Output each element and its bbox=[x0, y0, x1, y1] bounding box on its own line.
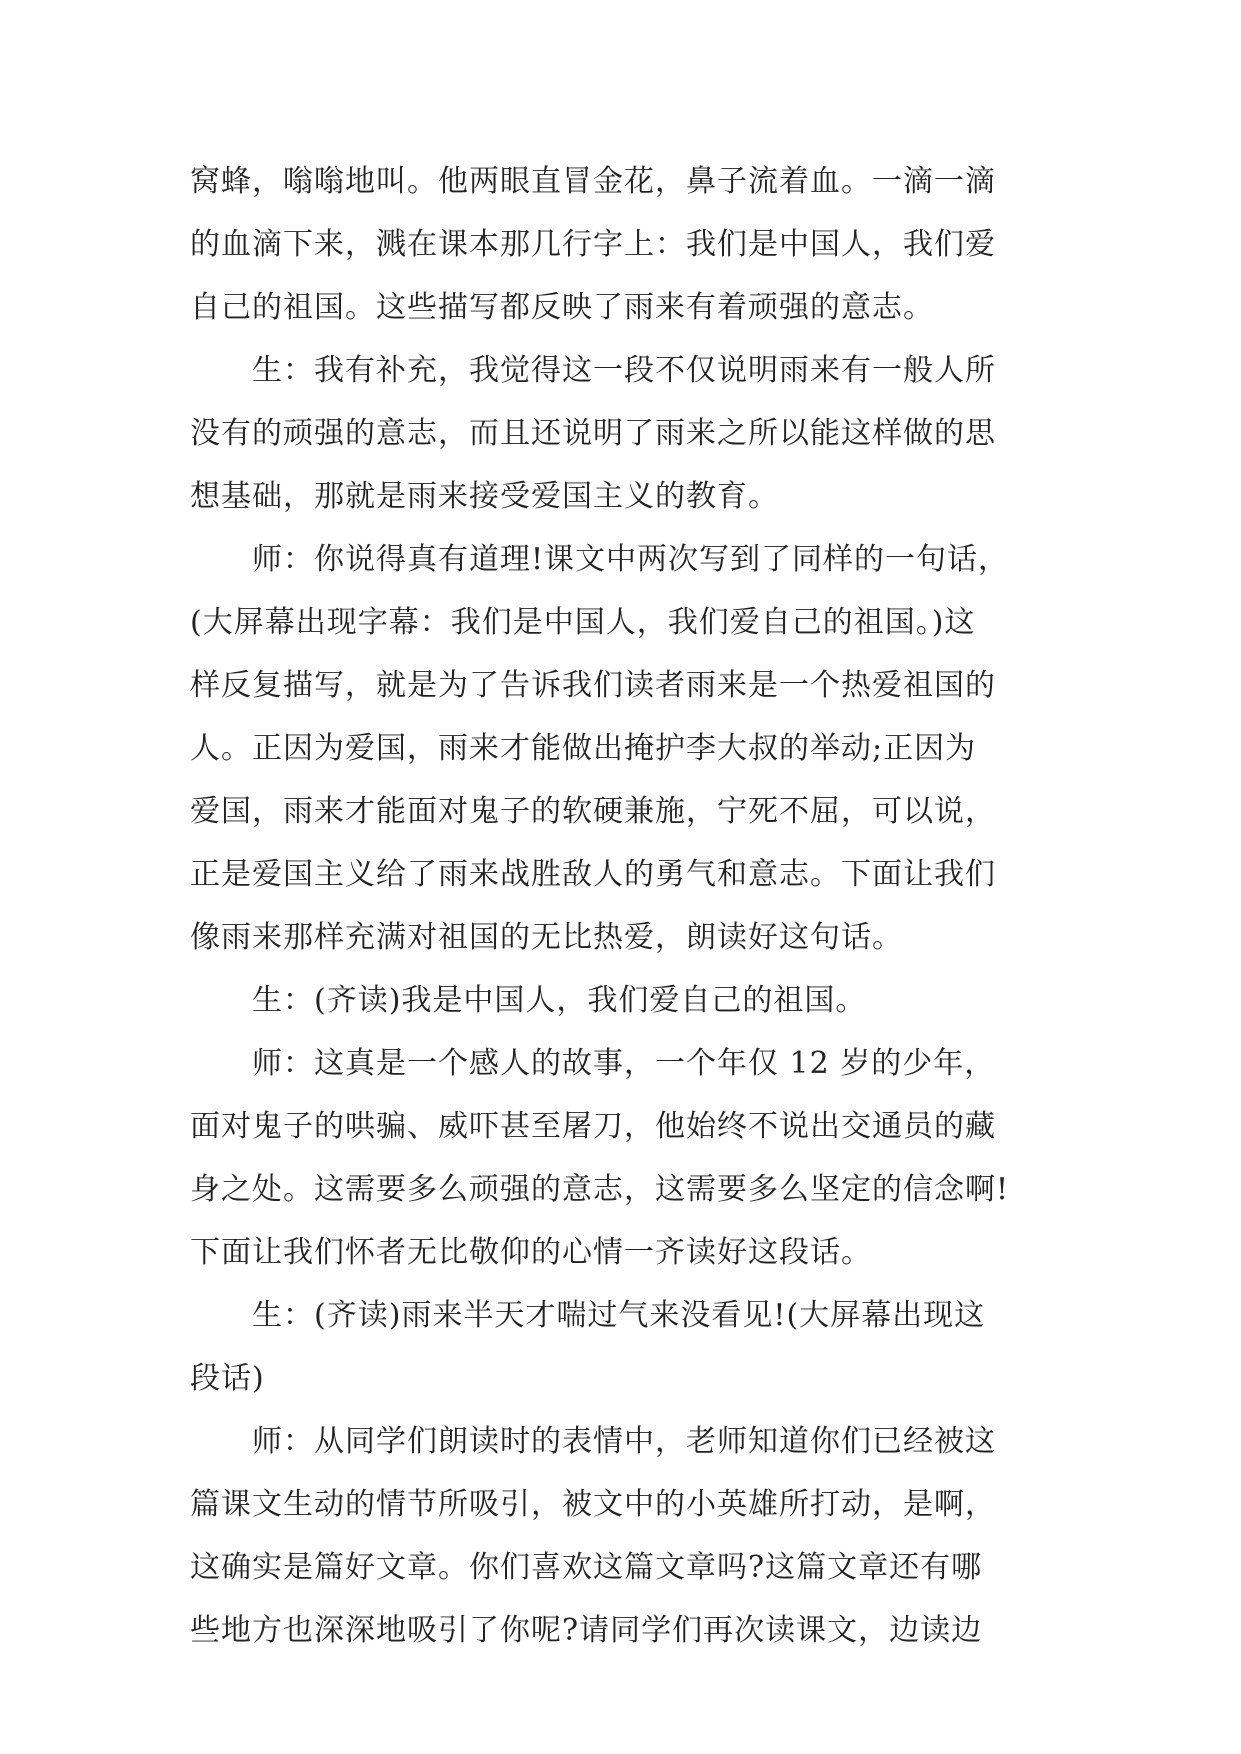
text-line: 正是爱国主义给了雨来战胜敌人的勇气和意志。下面让我们 bbox=[190, 857, 996, 892]
document-body bbox=[190, 150, 1050, 1662]
text-line: 身之处。这需要多么顽强的意志，这需要多么坚定的信念啊! bbox=[190, 1172, 1010, 1207]
text-line: 自己的祖国。这些描写都反映了雨来有着顽强的意志。 bbox=[190, 290, 934, 325]
text-line: 的血滴下来，溅在课本那几行字上：我们是中国人，我们爱 bbox=[190, 227, 996, 262]
text-line: 师：从同学们朗读时的表情中，老师知道你们已经被这 bbox=[252, 1424, 996, 1459]
text-line: 面对鬼子的哄骗、威吓甚至屠刀，他始终不说出交通员的藏 bbox=[190, 1109, 996, 1144]
text-line: 段话) bbox=[190, 1361, 265, 1396]
text-line: 生：(齐读)我是中国人，我们爱自己的祖国。 bbox=[252, 983, 867, 1018]
text-line: 师：这真是一个感人的故事，一个年仅 12 岁的少年， bbox=[252, 1046, 996, 1081]
text-line: 生：我有补充，我觉得这一段不仅说明雨来有一般人所 bbox=[252, 353, 996, 388]
text-line: 爱国，雨来才能面对鬼子的软硬兼施，宁死不屈，可以说， bbox=[190, 794, 996, 829]
text-line: 窝蜂，嗡嗡地叫。他两眼直冒金花，鼻子流着血。一滴一滴 bbox=[190, 164, 996, 199]
text-line: 生：(齐读)雨来半天才喘过气来没看见!(大屏幕出现这 bbox=[252, 1298, 986, 1333]
text-line: (大屏幕出现字幕：我们是中国人，我们爱自己的祖国。)这 bbox=[190, 605, 976, 640]
text-line: 样反复描写，就是为了告诉我们读者雨来是一个热爱祖国的 bbox=[190, 668, 996, 703]
text-line: 人。正因为爱国，雨来才能做出掩护李大叔的举动;正因为 bbox=[190, 731, 977, 766]
text-line: 像雨来那样充满对祖国的无比热爱，朗读好这句话。 bbox=[190, 920, 903, 955]
text-line: 想基础，那就是雨来接受爱国主义的教育。 bbox=[190, 479, 779, 514]
text-line: 师：你说得真有道理!课文中两次写到了同样的一句话， bbox=[252, 542, 1010, 577]
text-line: 这确实是篇好文章。你们喜欢这篇文章吗?这篇文章还有哪 bbox=[190, 1550, 983, 1585]
text-line: 些地方也深深地吸引了你呢?请同学们再次读课文，边读边 bbox=[190, 1613, 983, 1648]
text-line: 篇课文生动的情节所吸引，被文中的小英雄所打动，是啊， bbox=[190, 1487, 996, 1522]
text-line: 没有的顽强的意志，而且还说明了雨来之所以能这样做的思 bbox=[190, 416, 996, 451]
text-line: 下面让我们怀者无比敬仰的心情一齐读好这段话。 bbox=[190, 1235, 872, 1270]
